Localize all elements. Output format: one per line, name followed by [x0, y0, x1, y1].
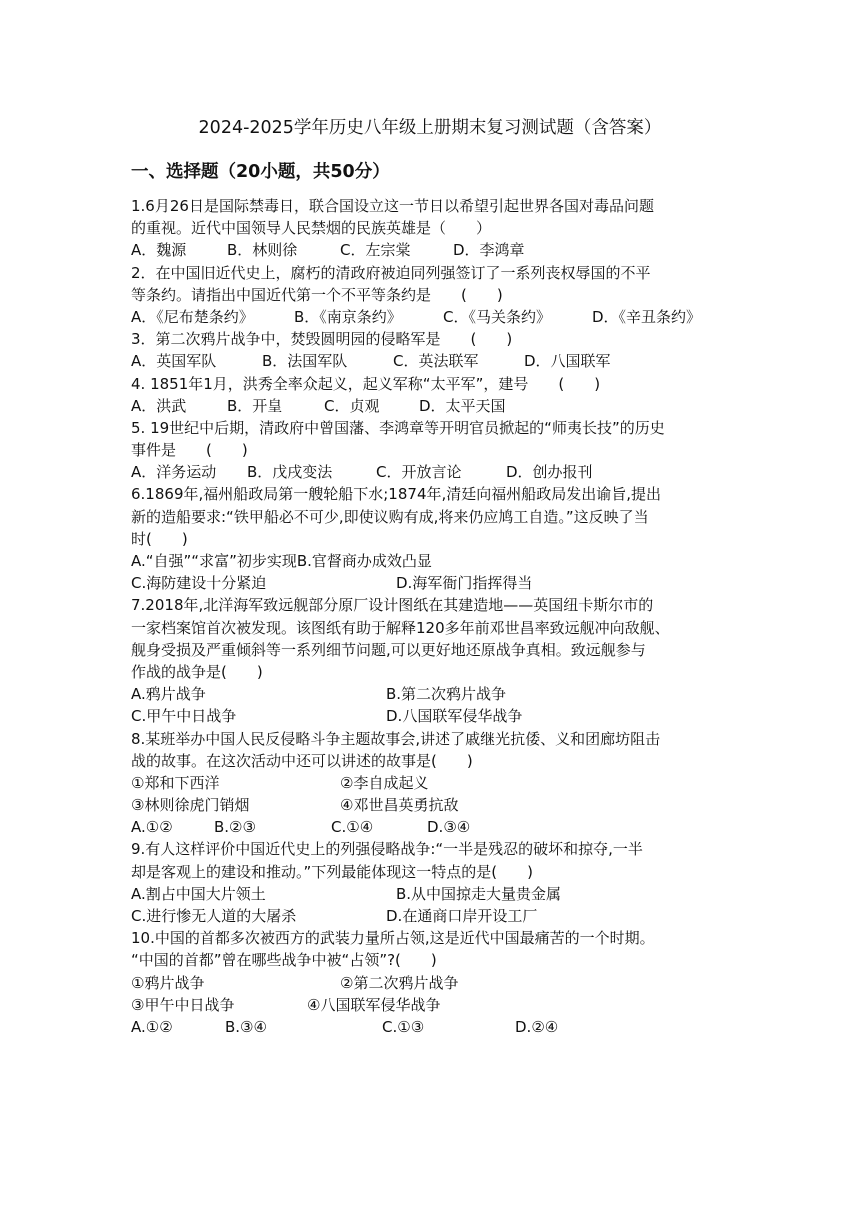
question-8-items — [131, 772, 731, 794]
item-4: ④邓世昌英勇抗敌 — [340, 796, 459, 815]
question-3-options — [131, 350, 731, 372]
question-8-items — [131, 794, 731, 816]
question-8-text: 8.某班举办中国人民反侵略斗争主题故事会,讲述了戚继光抗倭、义和团廊坊阻击 — [131, 729, 661, 748]
question-10-items — [131, 994, 731, 1016]
option-b: B．《南京条约》 — [294, 307, 402, 326]
question-8-options — [131, 816, 731, 838]
option-d: D．太平天国 — [419, 396, 506, 415]
option-c: C．《马关条约》 — [443, 307, 551, 326]
option-a: A．《尼布楚条约》 — [131, 307, 254, 326]
option-a: A.①② — [131, 818, 173, 837]
question-7-text: 作战的战争是( ) — [131, 662, 263, 681]
item-1: ①郑和下西洋 — [131, 773, 220, 792]
option-c: C.海防建设十分紧迫 — [131, 574, 267, 593]
question-7-text: 一家档案馆首次被发现。该图纸有助于解释120多年前邓世昌率致远舰冲向敌舰、 — [131, 618, 670, 637]
option-b: B.②③ — [214, 818, 256, 837]
question-5-text: 事件是 ( ) — [131, 441, 248, 460]
option-d: D.②④ — [515, 1017, 559, 1036]
option-c: C．开放言论 — [376, 463, 462, 482]
section-heading: 一、选择题（20小题，共50分） — [131, 162, 390, 182]
question-7-text: 7.2018年,北洋海军致远舰部分原厂设计图纸在其建造地——英国纽卡斯尔市的 — [131, 596, 654, 615]
question-9-options — [131, 905, 731, 927]
question-5-options — [131, 461, 731, 483]
option-a: A.鸦片战争 — [131, 685, 206, 704]
option-c: C.甲午中日战争 — [131, 707, 237, 726]
option-b: B．开皇 — [227, 396, 283, 415]
option-c: C．英法联军 — [393, 352, 479, 371]
item-3: ③林则徐虎门销烟 — [131, 796, 250, 815]
option-a: A．洪武 — [131, 396, 187, 415]
option-b: B.第二次鸦片战争 — [386, 685, 507, 704]
option-d: D.③④ — [427, 818, 471, 837]
item-2: ②第二次鸦片战争 — [340, 973, 459, 992]
question-5-text: 5. 19世纪中后期，清政府中曾国藩、李鸿章等开明官员掀起的“师夷长技”的历史 — [131, 418, 665, 437]
question-1-options — [131, 239, 731, 261]
question-2-text: 2．在中国旧近代史上，腐朽的清政府被迫同列强签订了一系列丧权辱国的不平 — [131, 263, 651, 282]
question-2-text: 等条约。请指出中国近代第一个不平等条约是 ( ) — [131, 285, 503, 304]
page-title: 2024-2025学年历史八年级上册期末复习测试题（含答案） — [198, 118, 662, 138]
option-b: B．林则徐 — [227, 241, 298, 260]
option-c: C.①③ — [382, 1017, 425, 1036]
question-10-options — [131, 1016, 731, 1038]
question-3-text: 3．第二次鸦片战争中，焚毁圆明园的侵略军是 ( ) — [131, 330, 513, 349]
question-9-text: 却是客观上的建设和推动。”下列最能体现这一特点的是( ) — [131, 862, 533, 881]
question-1-text: 1.6月26日是国际禁毒日，联合国设立这一节日以希望引起世界各国对毒品问题 — [131, 197, 654, 215]
question-7-text: 舰身受损及严重倾斜等一系列细节问题,可以更好地还原战争真相。致远舰参与 — [131, 640, 646, 659]
option-d: D．《辛丑条约》 — [592, 307, 702, 326]
option-d: D．八国联军 — [524, 352, 611, 371]
question-6-text: 时( ) — [131, 529, 188, 548]
item-2: ②李自成起义 — [340, 773, 429, 792]
option-b: B．戊戌变法 — [247, 463, 333, 482]
question-10-text: “中国的首都”曾在哪些战争中被“占领”?( ) — [131, 951, 437, 970]
option-d: D．创办报刊 — [506, 463, 593, 482]
option-c: C.进行惨无人道的大屠杀 — [131, 907, 297, 925]
option-a: A．英国军队 — [131, 352, 217, 371]
option-d: D.海军衙门指挥得当 — [396, 574, 533, 593]
question-2-options — [131, 306, 731, 328]
question-10-text: 10.中国的首都多次被西方的武装力量所占领,这是近代中国最痛苦的一个时期。 — [131, 929, 655, 948]
question-8-text: 战的故事。在这次活动中还可以讲述的故事是( ) — [131, 751, 473, 770]
question-4-options — [131, 395, 731, 417]
question-6-options — [131, 572, 731, 594]
question-9-options — [131, 883, 731, 905]
question-7-options — [131, 705, 731, 727]
item-1: ①鸦片战争 — [131, 973, 205, 992]
option-a: A.①② — [131, 1017, 173, 1036]
question-1-text: 的重视。近代中国领导人民禁烟的民族英雄是（ ） — [131, 219, 492, 238]
item-4: ④八国联军侵华战争 — [307, 995, 441, 1014]
option-d: D．李鸿章 — [453, 241, 525, 260]
item-3: ③甲午中日战争 — [131, 995, 235, 1014]
option-b: B.③④ — [225, 1017, 267, 1036]
option-a-b: A.“自强”“求富”初步实现B.官督商办成效凸显 — [131, 552, 432, 570]
option-a: A.割占中国大片领土 — [131, 884, 266, 903]
question-9-text: 9.有人这样评价中国近代史上的列强侵略战争:“一半是残忍的破坏和掠夺,一半 — [131, 840, 643, 859]
question-6-options — [131, 550, 731, 572]
option-a: A．魏源 — [131, 241, 187, 260]
option-c: C．贞观 — [324, 396, 380, 415]
option-c: C.①④ — [331, 818, 374, 837]
option-b: B．法国军队 — [262, 352, 348, 371]
option-d: D.八国联军侵华战争 — [386, 707, 523, 726]
question-7-options — [131, 683, 731, 705]
option-d: D.在通商口岸开设工厂 — [386, 907, 538, 925]
question-4-text: 4. 1851年1月，洪秀全率众起义，起义军称“太平军”，建号 ( ) — [131, 374, 601, 393]
question-10-items — [131, 972, 731, 994]
question-6-text: 新的造船要求:“铁甲船必不可少,即使议购有成,将来仍应鸠工自造。”这反映了当 — [131, 507, 649, 526]
question-6-text: 6.1869年,福州船政局第一艘轮船下水;1874年,清廷向福州船政局发出谕旨,提出 — [131, 485, 662, 504]
option-b: B.从中国掠走大量贵金属 — [396, 884, 562, 903]
question-list — [131, 195, 731, 1038]
option-a: A．洋务运动 — [131, 463, 217, 482]
option-c: C．左宗棠 — [340, 241, 411, 260]
